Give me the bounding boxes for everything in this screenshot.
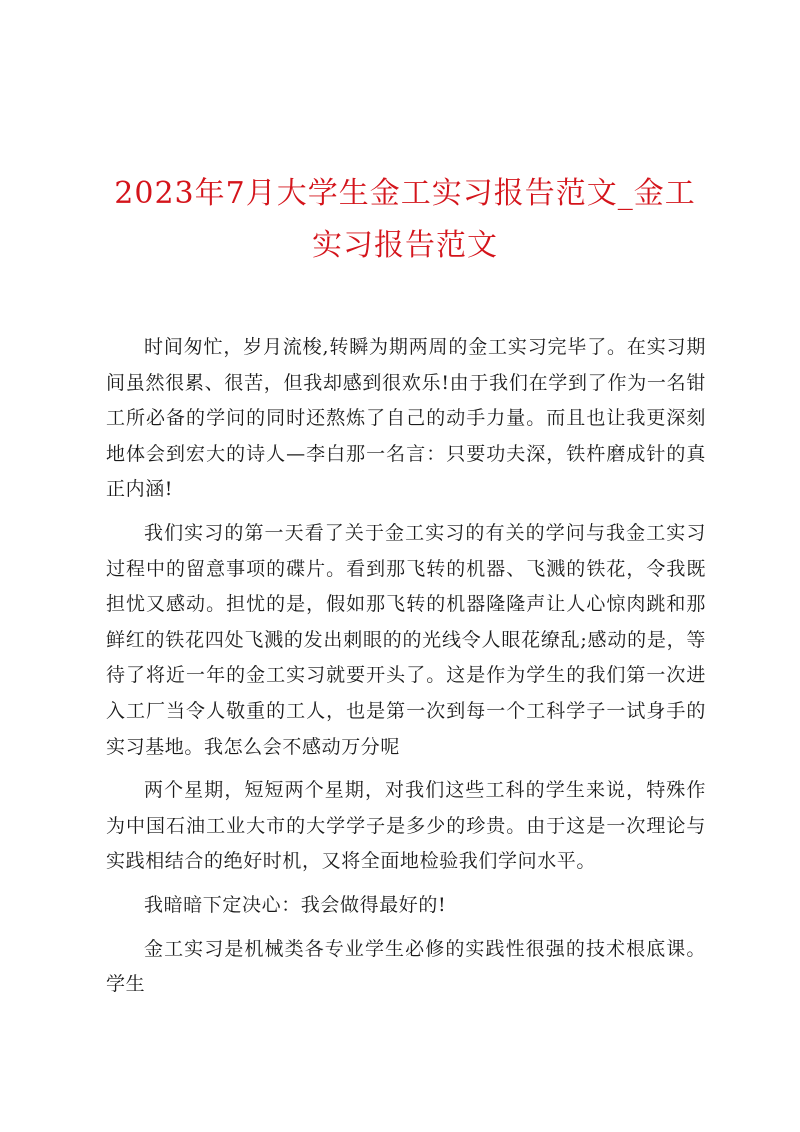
paragraph-3: 两个星期，短短两个星期，对我们这些工科的学生来说，特殊作为中国石油工业大市的大学学子是多少的珍贵。由于这是一次理论与实践相结合的绝好时机，又将全面地检验我们学问水平。 <box>106 779 706 873</box>
paragraph-4: 我暗暗下定决心：我会做得最好的! <box>144 893 447 916</box>
document-title: 2023年7月大学生金工实习报告范文_金工实习报告范文 <box>114 176 696 263</box>
document-body <box>106 330 706 1011</box>
paragraph-5: 金工实习是机械类各专业学生必修的实践性很强的技术根底课。学生 <box>106 937 706 996</box>
paragraph-1: 时间匆忙，岁月流梭,转瞬为期两周的金工实习完毕了。在实习期间虽然很累、很苦，但我却感到很欢乐!由于我们在学到了作为一名钳工所必备的学问的同时还熬炼了自己的动手力量。而且也让我更深刻地体会到宏大的诗人—李白那一名言：只要功夫深，铁杵磨成针的真正内涵! <box>106 336 706 501</box>
paragraph-2: 我们实习的第一天看了关于金工实习的有关的学问与我金工实习过程中的留意事项的碟片。看到那飞转的机器、飞溅的铁花，令我既担忧又感动。担忧的是，假如那飞转的机器隆隆声让人心惊肉跳和那鲜红的铁花四处飞溅的发出刺眼的的光线令人眼花缭乱;感动的是，等待了将近一年的金工实习就要开头了。这是作为学生的我们第一次进入工厂当令人敬重的工人，也是第一次到每一个工科学子一试身手的实习基地。我怎么会不感动万分呢 <box>106 521 706 758</box>
